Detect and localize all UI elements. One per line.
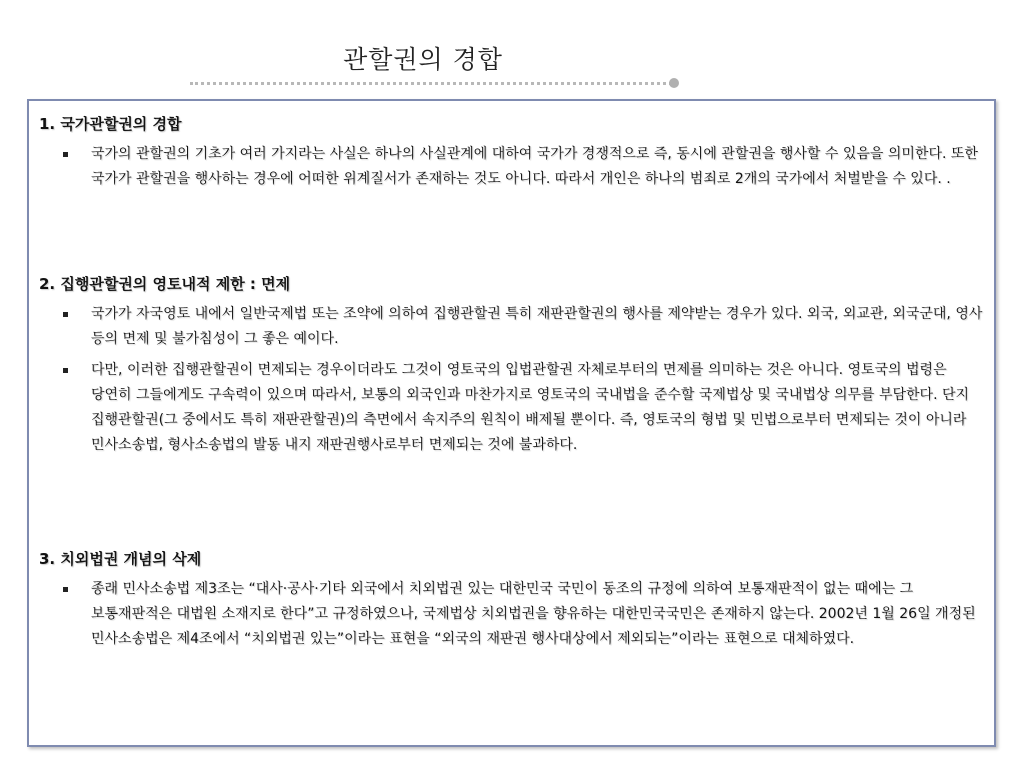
bullet-text: 종래 민사소송법 제3조는 “대사·공사·기타 외국에서 치외법권 있는 대한민국 국민이 동조의 규정에 의하여 보통재판적이 없는 때에는 그 보통재판적은 대법원 소재지로 한다”고 규정하였으나, 국제법상 치외법권을 향유하는 대한민국국민은 존재하지 않는다. 2002년 1월 26일 개정된 민사소송법은 제4조에서 “치외법권 있는”이라는 표현을 “외국의 재판권 행사대상에서 제외되는”이라는 표현으로 대체하였다. [91,581,976,647]
square-bullet-icon [63,312,68,317]
section-heading: 2. 집행관할권의 영토내적 제한 : 면제 [39,275,291,293]
bullet-list [39,142,988,192]
square-bullet-icon [63,368,68,373]
list-item [39,577,988,652]
list-item [39,302,988,352]
square-bullet-icon [63,587,68,592]
bullet-list [39,302,988,458]
section-jurisdiction-competition [39,113,988,198]
content-box [27,99,996,747]
title-rule-end-dot [669,78,679,88]
bullet-text: 국가가 자국영토 내에서 일반국제법 또는 조약에 의하여 집행관할권 특히 재판관할권의 행사를 제약받는 경우가 있다. 외국, 외교관, 외국군대, 영사 등의 면제 및 불가침성이 그 좋은 예이다. [91,306,983,347]
bullet-text: 다만, 이러한 집행관할권이 면제되는 경우이더라도 그것이 영토국의 입법관할권 자체로부터의 면제를 의미하는 것은 아니다. 영토국의 법령은 당연히 그들에게도 구속력이 있으며 따라서, 보통의 외국인과 마찬가지로 영토국의 국내법을 준수할 국제법상 및 국내법상 의무를 부담한다. 단지 집행관할권(그 중에서도 특히 재판관할권)의 측면에서 속지주의 원칙이 배제될 뿐이다. 즉, 영토국의 형법 및 민법으로부터 면제되는 것이 아니라 민사소송법, 형사소송법의 발동 내지 재판권행사로부터 면제되는 것에 불과하다. [91,362,970,453]
section-extraterritoriality-removal [39,548,988,658]
bullet-text: 국가의 관할권의 기초가 여러 가지라는 사실은 하나의 사실관계에 대하여 국가가 경쟁적으로 즉, 동시에 관할권을 행사할 수 있음을 의미한다. 또한 국가가 관할권을 행사하는 경우에 어떠한 위계질서가 존재하는 것도 아니다. 따라서 개인은 하나의 범죄로 2개의 국가에서 처벌받을 수 있다. . [91,146,978,187]
slide-title: 관할권의 경합 [343,45,503,74]
bullet-list [39,577,988,652]
section-enforcement-immunity [39,273,988,464]
square-bullet-icon [63,152,68,157]
list-item [39,142,988,192]
section-heading: 1. 국가관할권의 경합 [39,115,182,133]
section-heading: 3. 치외법권 개념의 삭제 [39,550,202,568]
list-item [39,358,988,458]
title-dotted-rule [190,82,672,85]
